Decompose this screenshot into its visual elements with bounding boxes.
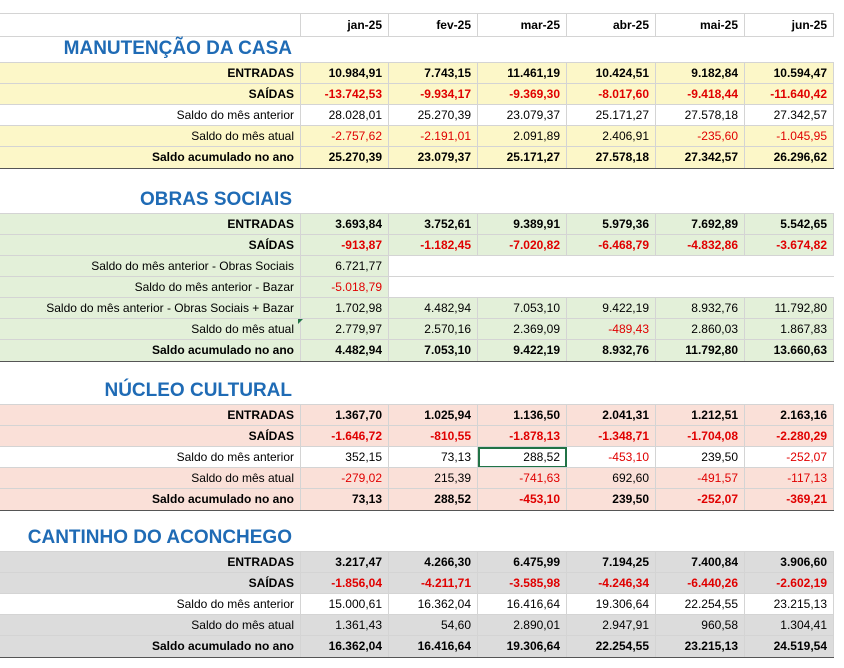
row-label[interactable]: Saldo acumulado no ano	[151, 343, 294, 357]
row-label[interactable]: Saldo do mês anterior - Obras Sociais + Bazar	[46, 301, 294, 315]
row-label[interactable]: Saldo do mês anterior - Bazar	[134, 280, 294, 294]
value-cell[interactable]: 25.171,27	[478, 147, 567, 168]
value-cell[interactable]: 27.342,57	[745, 105, 834, 126]
value-cell[interactable]	[656, 256, 745, 277]
value-cell[interactable]: -3.674,82	[745, 235, 834, 256]
value-cell[interactable]: 9.182,84	[656, 63, 745, 84]
value-cell[interactable]: -1.704,08	[656, 426, 745, 447]
value-cell[interactable]: 6.475,99	[478, 552, 567, 573]
value-cell[interactable]: 352,15	[300, 447, 389, 468]
value-cell[interactable]: 25.270,39	[300, 147, 389, 168]
value-cell[interactable]: 7.400,84	[656, 552, 745, 573]
value-cell[interactable]: 3.906,60	[745, 552, 834, 573]
value-cell[interactable]	[389, 277, 478, 298]
value-cell[interactable]: 4.482,94	[300, 340, 389, 361]
value-cell[interactable]: 2.091,89	[478, 126, 567, 147]
value-cell[interactable]: -2.191,01	[389, 126, 478, 147]
value-cell[interactable]: -2.280,29	[745, 426, 834, 447]
value-cell[interactable]: 3.217,47	[300, 552, 389, 573]
value-cell[interactable]: 1.136,50	[478, 405, 567, 426]
value-cell[interactable]: 1.025,94	[389, 405, 478, 426]
value-cell[interactable]: 1.867,83	[745, 319, 834, 340]
table-row	[0, 62, 834, 84]
value-cell[interactable]: 27.578,18	[656, 105, 745, 126]
value-cell[interactable]: 9.389,91	[478, 214, 567, 235]
value-cell[interactable]: -1.856,04	[300, 573, 389, 594]
value-cell[interactable]: 11.792,80	[745, 298, 834, 319]
value-cell[interactable]: 9.422,19	[478, 340, 567, 361]
row-label[interactable]: ENTRADAS	[227, 217, 294, 231]
value-cell[interactable]: 19.306,64	[478, 636, 567, 657]
value-cell[interactable]: 692,60	[567, 468, 656, 489]
value-cell[interactable]: -8.017,60	[567, 84, 656, 105]
value-cell[interactable]: 5.979,36	[567, 214, 656, 235]
table-row	[0, 593, 834, 615]
table-row	[0, 425, 834, 447]
value-cell[interactable]: -1.045,95	[745, 126, 834, 147]
value-cell[interactable]: 23.215,13	[745, 594, 834, 615]
value-cell[interactable]: -2.602,19	[745, 573, 834, 594]
value-cell[interactable]: -6.468,79	[567, 235, 656, 256]
value-cell[interactable]: -7.020,82	[478, 235, 567, 256]
value-cell[interactable]: -9.418,44	[656, 84, 745, 105]
value-cell[interactable]: 7.053,10	[478, 298, 567, 319]
month-header-row	[0, 13, 834, 37]
value-cell[interactable]: -9.369,30	[478, 84, 567, 105]
value-cell[interactable]: 1.212,51	[656, 405, 745, 426]
row-label[interactable]: Saldo do mês anterior	[176, 450, 294, 464]
row-label[interactable]: Saldo do mês atual	[191, 322, 294, 336]
table-row	[0, 276, 834, 298]
value-cell[interactable]: 2.163,16	[745, 405, 834, 426]
value-cell[interactable]: 28.028,01	[300, 105, 389, 126]
row-label[interactable]: Saldo do mês atual	[191, 471, 294, 485]
value-cell[interactable]: 2.860,03	[656, 319, 745, 340]
value-cell[interactable]: 239,50	[567, 489, 656, 510]
table-row	[0, 551, 834, 573]
value-cell[interactable]: 22.254,55	[567, 636, 656, 657]
value-cell[interactable]: 22.254,55	[656, 594, 745, 615]
table-row	[0, 83, 834, 105]
value-cell[interactable]: -11.640,42	[745, 84, 834, 105]
row-label[interactable]: Saldo do mês anterior - Obras Sociais	[91, 259, 294, 273]
value-cell[interactable]: -1.348,71	[567, 426, 656, 447]
value-cell[interactable]: 2.406,91	[567, 126, 656, 147]
value-cell[interactable]: 26.296,62	[745, 147, 834, 168]
value-cell[interactable]: 1.367,70	[300, 405, 389, 426]
value-cell[interactable]: -741,63	[478, 468, 567, 489]
value-cell[interactable]: 10.424,51	[567, 63, 656, 84]
table-row	[0, 125, 834, 147]
value-cell[interactable]: 960,58	[656, 615, 745, 636]
month-header-mar-25[interactable]: mar-25	[478, 14, 567, 36]
table-row	[0, 339, 834, 362]
value-cell[interactable]: 10.984,91	[300, 63, 389, 84]
value-cell[interactable]	[389, 256, 478, 277]
table-row	[0, 297, 834, 319]
value-cell[interactable]: 16.362,04	[300, 636, 389, 657]
section-title[interactable]: MANUTENÇÃO DA CASA	[63, 38, 292, 59]
row-label[interactable]: SAÍDAS	[248, 238, 294, 252]
table-row	[0, 488, 834, 511]
table-row	[0, 104, 834, 126]
value-cell[interactable]: 16.416,64	[389, 636, 478, 657]
value-cell[interactable]: 10.594,47	[745, 63, 834, 84]
value-cell[interactable]: 24.519,54	[745, 636, 834, 657]
value-cell[interactable]	[478, 277, 567, 298]
value-cell[interactable]: 9.422,19	[567, 298, 656, 319]
value-cell[interactable]: -2.757,62	[300, 126, 389, 147]
value-cell[interactable]: 4.482,94	[389, 298, 478, 319]
value-cell[interactable]: 4.266,30	[389, 552, 478, 573]
month-header-fev-25[interactable]: fev-25	[389, 14, 478, 36]
value-cell[interactable]: -9.934,17	[389, 84, 478, 105]
row-label[interactable]: Saldo acumulado no ano	[151, 639, 294, 653]
value-cell[interactable]: -453,10	[567, 447, 656, 468]
value-cell[interactable]: 5.542,65	[745, 214, 834, 235]
row-label[interactable]: ENTRADAS	[227, 66, 294, 80]
value-cell[interactable]: 3.752,61	[389, 214, 478, 235]
table-row	[0, 213, 834, 235]
value-cell[interactable]: 7.194,25	[567, 552, 656, 573]
table-row	[0, 404, 834, 426]
comment-marker	[298, 319, 303, 324]
value-cell[interactable]: 11.461,19	[478, 63, 567, 84]
value-cell[interactable]: 2.570,16	[389, 319, 478, 340]
value-cell[interactable]: 6.721,77	[300, 256, 389, 277]
row-label[interactable]: ENTRADAS	[227, 555, 294, 569]
value-cell[interactable]: 23.079,37	[389, 147, 478, 168]
month-header-jan-25[interactable]: jan-25	[300, 14, 389, 36]
value-cell[interactable]: 25.171,27	[567, 105, 656, 126]
value-cell[interactable]: 1.361,43	[300, 615, 389, 636]
month-header-abr-25[interactable]: abr-25	[567, 14, 656, 36]
value-cell[interactable]: 8.932,76	[656, 298, 745, 319]
value-cell[interactable]: -1.878,13	[478, 426, 567, 447]
table-row	[0, 635, 834, 658]
value-cell[interactable]: 73,13	[300, 489, 389, 510]
value-cell[interactable]: 54,60	[389, 615, 478, 636]
value-cell[interactable]: 8.932,76	[567, 340, 656, 361]
value-cell[interactable]	[567, 277, 656, 298]
value-cell[interactable]: 2.947,91	[567, 615, 656, 636]
table-row	[0, 234, 834, 256]
value-cell[interactable]: -4.832,86	[656, 235, 745, 256]
value-cell[interactable]: 15.000,61	[300, 594, 389, 615]
value-cell[interactable]: -913,87	[300, 235, 389, 256]
value-cell[interactable]: 27.342,57	[656, 147, 745, 168]
value-cell[interactable]	[745, 256, 834, 277]
value-cell[interactable]: -4.246,34	[567, 573, 656, 594]
value-cell[interactable]: 25.270,39	[389, 105, 478, 126]
row-label[interactable]: ENTRADAS	[227, 408, 294, 422]
value-cell[interactable]: -453,10	[478, 489, 567, 510]
value-cell[interactable]: 2.779,97	[300, 319, 389, 340]
table-row	[0, 146, 834, 169]
value-cell[interactable]: 2.041,31	[567, 405, 656, 426]
row-label[interactable]: Saldo do mês anterior	[176, 597, 294, 611]
row-label[interactable]: Saldo do mês atual	[191, 618, 294, 632]
value-cell[interactable]: -3.585,98	[478, 573, 567, 594]
value-cell[interactable]: 7.053,10	[389, 340, 478, 361]
table-row	[0, 446, 834, 468]
value-cell[interactable]: 215,39	[389, 468, 478, 489]
section-title[interactable]: OBRAS SOCIAIS	[139, 189, 292, 210]
value-cell[interactable]: 16.416,64	[478, 594, 567, 615]
value-cell[interactable]: 2.369,09	[478, 319, 567, 340]
row-label[interactable]: Saldo do mês atual	[191, 129, 294, 143]
value-cell[interactable]: 11.792,80	[656, 340, 745, 361]
value-cell[interactable]: 239,50	[656, 447, 745, 468]
value-cell[interactable]: 288,52	[478, 447, 567, 468]
value-cell[interactable]: -489,43	[567, 319, 656, 340]
value-cell[interactable]: 7.692,89	[656, 214, 745, 235]
value-cell[interactable]: 73,13	[389, 447, 478, 468]
month-header-mai-25[interactable]: mai-25	[656, 14, 745, 36]
value-cell[interactable]: 13.660,63	[745, 340, 834, 361]
value-cell[interactable]: 1.702,98	[300, 298, 389, 319]
value-cell[interactable]: -252,07	[745, 447, 834, 468]
row-label[interactable]: Saldo do mês anterior	[176, 108, 294, 122]
value-cell[interactable]: -252,07	[656, 489, 745, 510]
value-cell[interactable]: 288,52	[389, 489, 478, 510]
table-row	[0, 255, 834, 277]
value-cell[interactable]: -4.211,71	[389, 573, 478, 594]
value-cell[interactable]: 7.743,15	[389, 63, 478, 84]
section-title[interactable]: NÚCLEO CULTURAL	[104, 380, 292, 401]
value-cell[interactable]: 3.693,84	[300, 214, 389, 235]
row-label[interactable]: SAÍDAS	[248, 429, 294, 443]
value-cell[interactable]: 19.306,64	[567, 594, 656, 615]
value-cell[interactable]: -369,21	[745, 489, 834, 510]
value-cell[interactable]	[567, 256, 656, 277]
row-label[interactable]: Saldo acumulado no ano	[151, 150, 294, 164]
value-cell[interactable]: -235,60	[656, 126, 745, 147]
table-row	[0, 614, 834, 636]
value-cell[interactable]: -117,13	[745, 468, 834, 489]
table-row	[0, 572, 834, 594]
row-label[interactable]: Saldo acumulado no ano	[151, 492, 294, 506]
section-title[interactable]: CANTINHO DO ACONCHEGO	[27, 527, 292, 548]
value-cell[interactable]	[478, 256, 567, 277]
value-cell[interactable]: -279,02	[300, 468, 389, 489]
month-header-jun-25[interactable]: jun-25	[745, 14, 834, 36]
value-cell[interactable]: -5.018,79	[300, 277, 389, 298]
value-cell[interactable]: 16.362,04	[389, 594, 478, 615]
row-label[interactable]: SAÍDAS	[248, 87, 294, 101]
row-label[interactable]: SAÍDAS	[248, 576, 294, 590]
table-row	[0, 318, 834, 340]
table-row	[0, 467, 834, 489]
value-cell[interactable]: 23.215,13	[656, 636, 745, 657]
value-cell[interactable]: -13.742,53	[300, 84, 389, 105]
value-cell[interactable]: -810,55	[389, 426, 478, 447]
value-cell[interactable]	[656, 277, 745, 298]
value-cell[interactable]: -6.440,26	[656, 573, 745, 594]
value-cell[interactable]: -1.182,45	[389, 235, 478, 256]
value-cell[interactable]: 2.890,01	[478, 615, 567, 636]
value-cell[interactable]: 1.304,41	[745, 615, 834, 636]
value-cell[interactable]	[745, 277, 834, 298]
value-cell[interactable]: -1.646,72	[300, 426, 389, 447]
value-cell[interactable]: 27.578,18	[567, 147, 656, 168]
value-cell[interactable]: -491,57	[656, 468, 745, 489]
value-cell[interactable]: 23.079,37	[478, 105, 567, 126]
